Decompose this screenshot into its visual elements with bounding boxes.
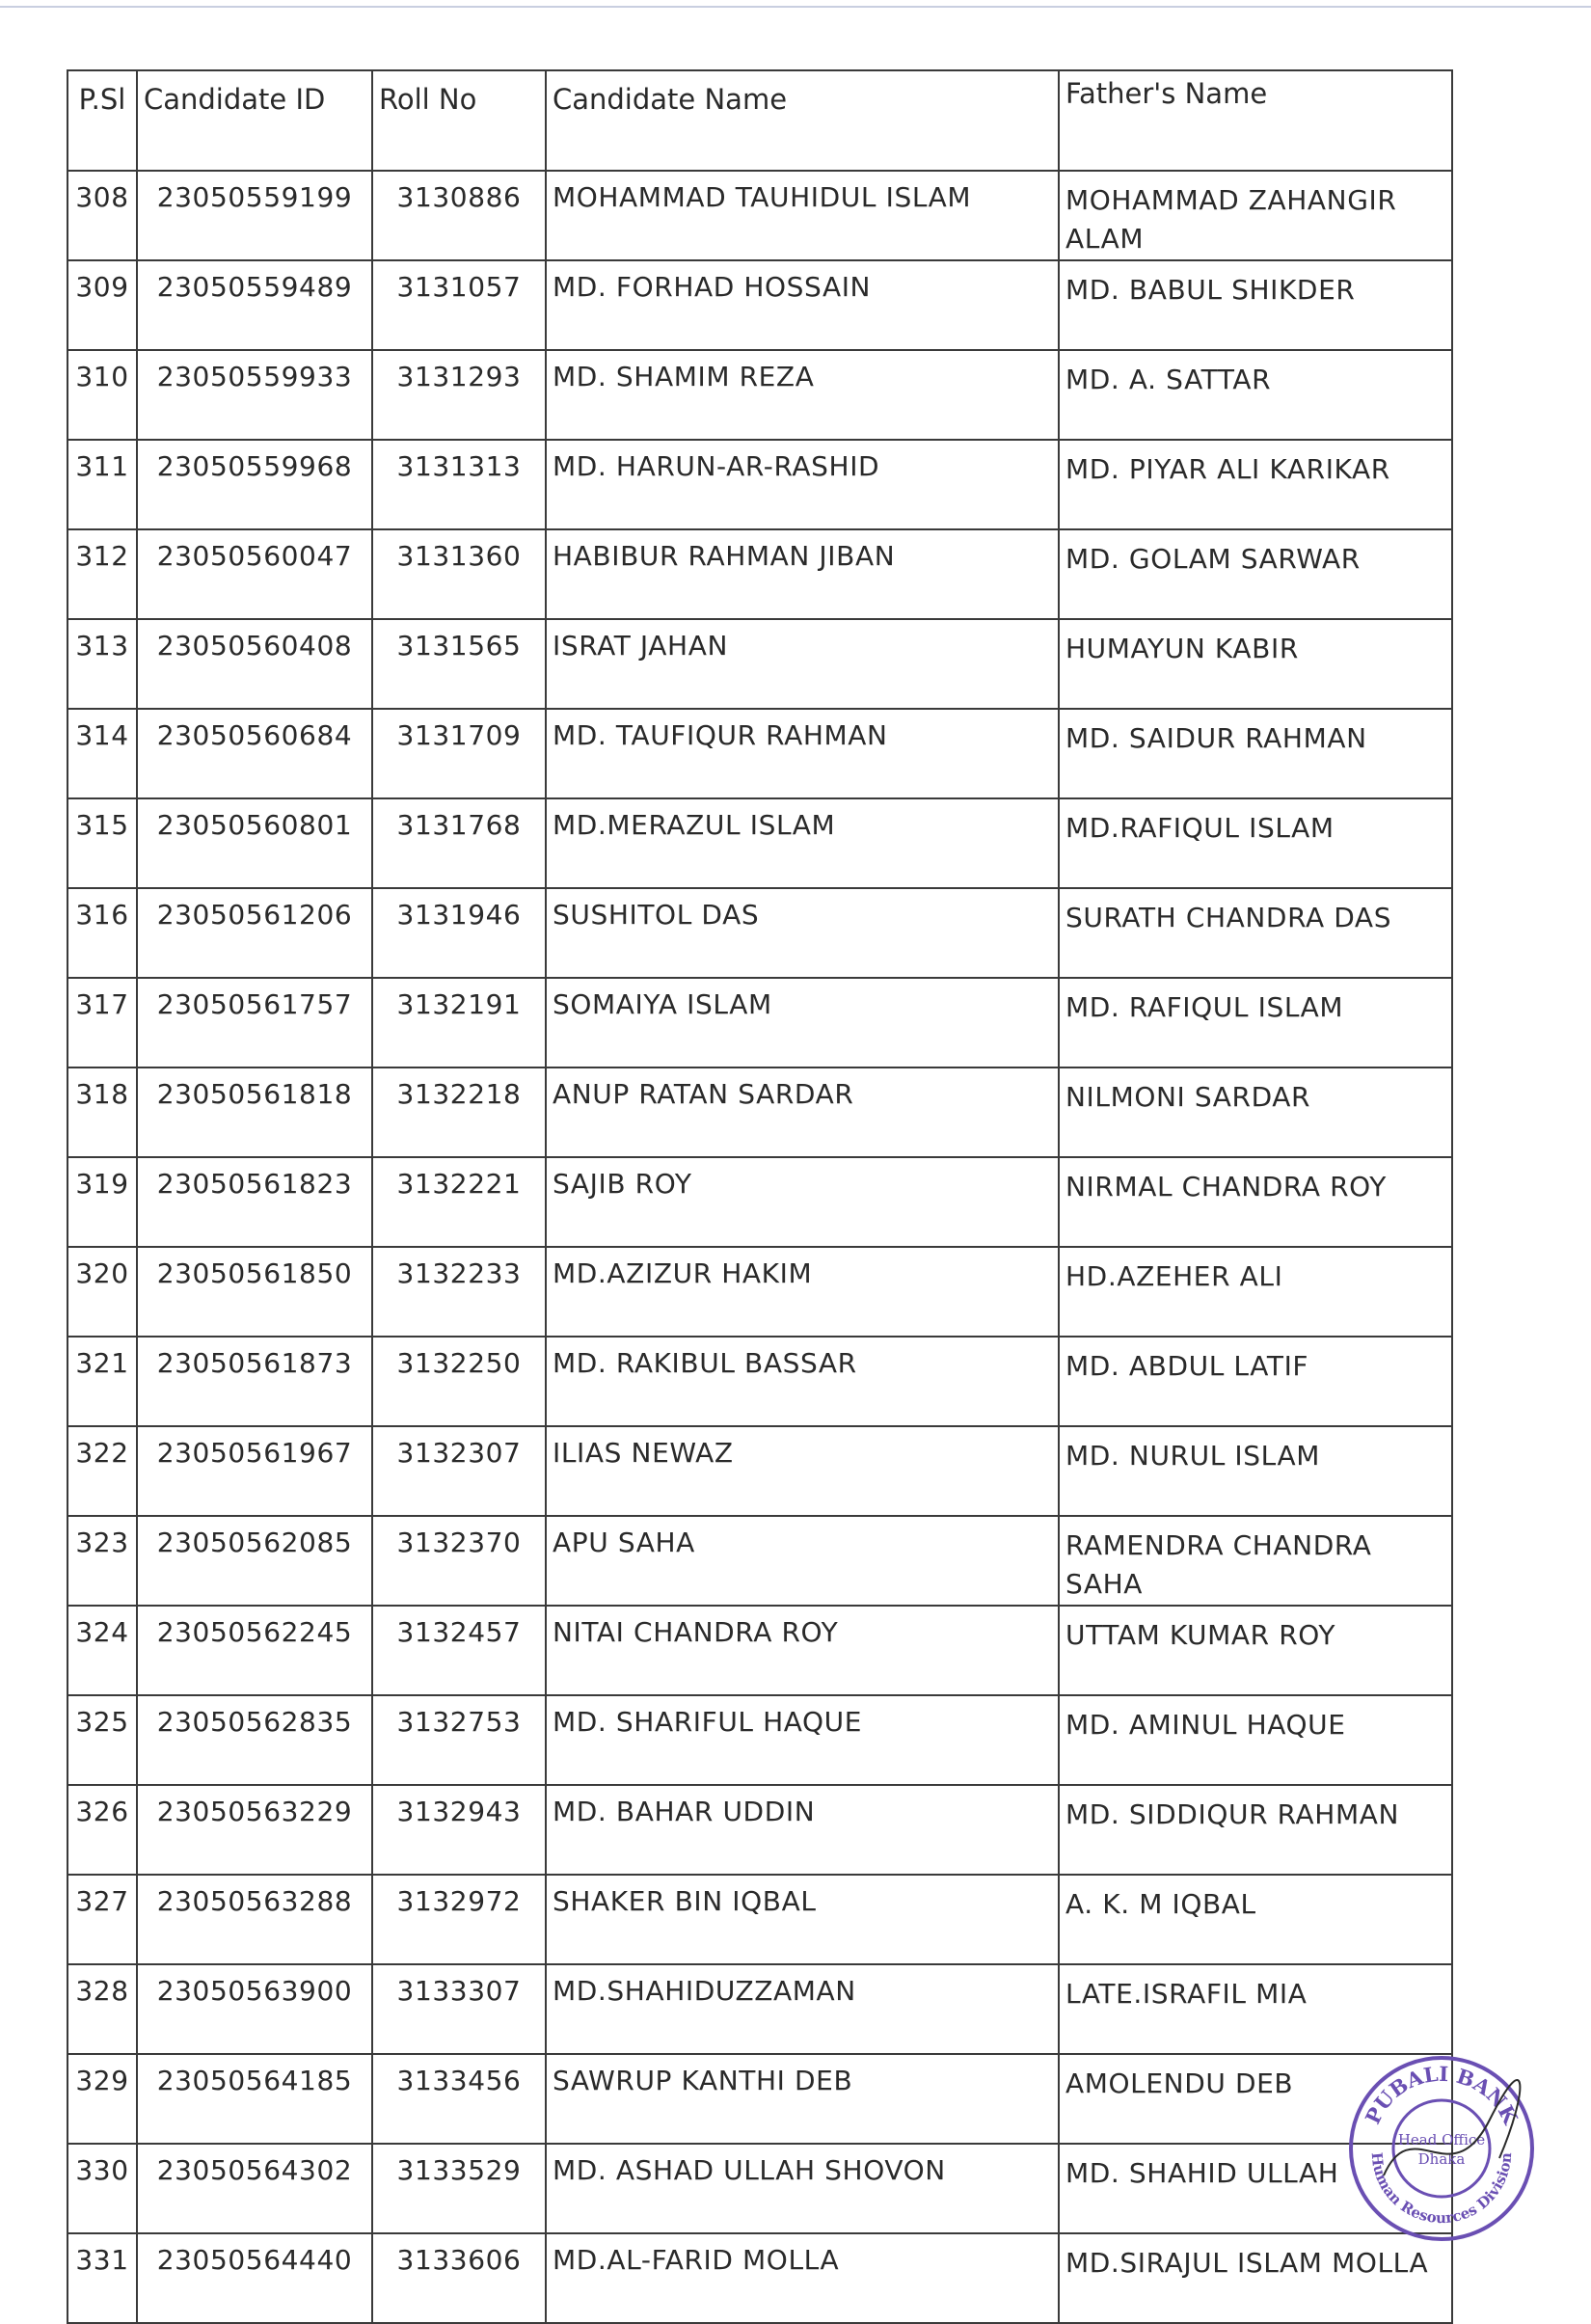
cell-fathers-name: HUMAYUN KABIR bbox=[1059, 619, 1452, 709]
candidate-table bbox=[67, 69, 1453, 2324]
cell-fathers-name: AMOLENDU DEB bbox=[1059, 2054, 1452, 2144]
cell-fathers-name: MD. ABDUL LATIF bbox=[1059, 1337, 1452, 1426]
cell-psl: 321 bbox=[67, 1337, 137, 1426]
table-row bbox=[67, 529, 1452, 619]
cell-fathers-name: NIRMAL CHANDRA ROY bbox=[1059, 1157, 1452, 1247]
cell-roll-no: 3133307 bbox=[372, 1964, 546, 2054]
header-candidate-id: Candidate ID bbox=[137, 70, 372, 171]
cell-roll-no: 3133529 bbox=[372, 2144, 546, 2233]
cell-candidate-name: MD. HARUN-AR-RASHID bbox=[546, 440, 1059, 529]
cell-fathers-name: MD. PIYAR ALI KARIKAR bbox=[1059, 440, 1452, 529]
cell-fathers-name: MD.SIRAJUL ISLAM MOLLA bbox=[1059, 2233, 1452, 2323]
cell-psl: 315 bbox=[67, 798, 137, 888]
cell-candidate-name: APU SAHA bbox=[546, 1516, 1059, 1606]
cell-psl: 308 bbox=[67, 171, 137, 260]
svg-text:PUBALI BANK bbox=[1361, 2062, 1524, 2128]
cell-psl: 326 bbox=[67, 1785, 137, 1875]
cell-psl: 319 bbox=[67, 1157, 137, 1247]
table-row bbox=[67, 1964, 1452, 2054]
seal-text-top: PUBALI BANK bbox=[1360, 2061, 1524, 2128]
cell-psl: 314 bbox=[67, 709, 137, 798]
cell-candidate-name: ANUP RATAN SARDAR bbox=[546, 1067, 1059, 1157]
cell-psl: 322 bbox=[67, 1426, 137, 1516]
cell-candidate-id: 23050559489 bbox=[137, 260, 372, 350]
cell-candidate-id: 23050563900 bbox=[137, 1964, 372, 2054]
cell-candidate-name: MD. BAHAR UDDIN bbox=[546, 1785, 1059, 1875]
cell-roll-no: 3132191 bbox=[372, 978, 546, 1067]
seal-text-bottom: Human Resources Division bbox=[1367, 2151, 1516, 2228]
cell-roll-no: 3132250 bbox=[372, 1337, 546, 1426]
cell-candidate-id: 23050561967 bbox=[137, 1426, 372, 1516]
cell-roll-no: 3132221 bbox=[372, 1157, 546, 1247]
cell-candidate-name: SOMAIYA ISLAM bbox=[546, 978, 1059, 1067]
cell-roll-no: 3131057 bbox=[372, 260, 546, 350]
cell-candidate-name: MD.SHAHIDUZZAMAN bbox=[546, 1964, 1059, 2054]
cell-psl: 309 bbox=[67, 260, 137, 350]
cell-fathers-name: MOHAMMAD ZAHANGIR ALAM bbox=[1059, 171, 1452, 260]
cell-candidate-name: SHAKER BIN IQBAL bbox=[546, 1875, 1059, 1964]
table-row bbox=[67, 1157, 1452, 1247]
table-row bbox=[67, 619, 1452, 709]
cell-roll-no: 3132307 bbox=[372, 1426, 546, 1516]
cell-candidate-id: 23050560684 bbox=[137, 709, 372, 798]
cell-candidate-name: SUSHITOL DAS bbox=[546, 888, 1059, 978]
cell-candidate-id: 23050559968 bbox=[137, 440, 372, 529]
cell-fathers-name: MD. GOLAM SARWAR bbox=[1059, 529, 1452, 619]
header-fathers-name: Father's Name bbox=[1059, 70, 1452, 171]
cell-fathers-name: LATE.ISRAFIL MIA bbox=[1059, 1964, 1452, 2054]
cell-roll-no: 3130886 bbox=[372, 171, 546, 260]
cell-fathers-name: SURATH CHANDRA DAS bbox=[1059, 888, 1452, 978]
cell-candidate-id: 23050564440 bbox=[137, 2233, 372, 2323]
cell-fathers-name: MD.RAFIQUL ISLAM bbox=[1059, 798, 1452, 888]
table-row bbox=[67, 978, 1452, 1067]
table-row bbox=[67, 1337, 1452, 1426]
cell-candidate-id: 23050563229 bbox=[137, 1785, 372, 1875]
cell-psl: 311 bbox=[67, 440, 137, 529]
cell-psl: 310 bbox=[67, 350, 137, 440]
cell-psl: 320 bbox=[67, 1247, 137, 1337]
header-psl: P.Sl bbox=[67, 70, 137, 171]
cell-psl: 327 bbox=[67, 1875, 137, 1964]
cell-roll-no: 3133456 bbox=[372, 2054, 546, 2144]
cell-psl: 328 bbox=[67, 1964, 137, 2054]
cell-roll-no: 3133606 bbox=[372, 2233, 546, 2323]
cell-candidate-id: 23050560047 bbox=[137, 529, 372, 619]
table-row bbox=[67, 709, 1452, 798]
cell-candidate-id: 23050559199 bbox=[137, 171, 372, 260]
cell-psl: 312 bbox=[67, 529, 137, 619]
cell-psl: 317 bbox=[67, 978, 137, 1067]
cell-candidate-name: ILIAS NEWAZ bbox=[546, 1426, 1059, 1516]
cell-roll-no: 3131360 bbox=[372, 529, 546, 619]
table-row bbox=[67, 1067, 1452, 1157]
table-row bbox=[67, 1695, 1452, 1785]
cell-candidate-name: MD. SHARIFUL HAQUE bbox=[546, 1695, 1059, 1785]
cell-candidate-id: 23050561818 bbox=[137, 1067, 372, 1157]
table-row bbox=[67, 350, 1452, 440]
cell-roll-no: 3132370 bbox=[372, 1516, 546, 1606]
cell-candidate-name: MD.MERAZUL ISLAM bbox=[546, 798, 1059, 888]
cell-roll-no: 3131293 bbox=[372, 350, 546, 440]
cell-candidate-id: 23050559933 bbox=[137, 350, 372, 440]
cell-psl: 324 bbox=[67, 1606, 137, 1695]
cell-fathers-name: MD. RAFIQUL ISLAM bbox=[1059, 978, 1452, 1067]
cell-roll-no: 3131313 bbox=[372, 440, 546, 529]
table-row bbox=[67, 1247, 1452, 1337]
table-row bbox=[67, 2054, 1452, 2144]
table-row bbox=[67, 1426, 1452, 1516]
cell-fathers-name: MD. SHAHID ULLAH bbox=[1059, 2144, 1452, 2233]
cell-candidate-name: MD. SHAMIM REZA bbox=[546, 350, 1059, 440]
cell-roll-no: 3131768 bbox=[372, 798, 546, 888]
cell-roll-no: 3132943 bbox=[372, 1785, 546, 1875]
cell-roll-no: 3131565 bbox=[372, 619, 546, 709]
table-row bbox=[67, 798, 1452, 888]
table-row bbox=[67, 1875, 1452, 1964]
cell-psl: 323 bbox=[67, 1516, 137, 1606]
cell-candidate-name: MD. FORHAD HOSSAIN bbox=[546, 260, 1059, 350]
cell-candidate-id: 23050562245 bbox=[137, 1606, 372, 1695]
cell-roll-no: 3132753 bbox=[372, 1695, 546, 1785]
table-row bbox=[67, 260, 1452, 350]
table-body bbox=[67, 171, 1452, 2323]
cell-psl: 313 bbox=[67, 619, 137, 709]
seal-text-center-2: Dhaka bbox=[1417, 2150, 1466, 2168]
cell-roll-no: 3132218 bbox=[372, 1067, 546, 1157]
cell-candidate-name: NITAI CHANDRA ROY bbox=[546, 1606, 1059, 1695]
table-row bbox=[67, 1516, 1452, 1606]
cell-candidate-name: MD. RAKIBUL BASSAR bbox=[546, 1337, 1059, 1426]
cell-roll-no: 3132457 bbox=[372, 1606, 546, 1695]
cell-fathers-name: UTTAM KUMAR ROY bbox=[1059, 1606, 1452, 1695]
table-row bbox=[67, 1606, 1452, 1695]
table-row bbox=[67, 171, 1452, 260]
cell-candidate-name: MD.AL-FARID MOLLA bbox=[546, 2233, 1059, 2323]
cell-candidate-id: 23050564302 bbox=[137, 2144, 372, 2233]
cell-candidate-name: MD. TAUFIQUR RAHMAN bbox=[546, 709, 1059, 798]
cell-psl: 325 bbox=[67, 1695, 137, 1785]
cell-fathers-name: MD. NURUL ISLAM bbox=[1059, 1426, 1452, 1516]
cell-fathers-name: MD. AMINUL HAQUE bbox=[1059, 1695, 1452, 1785]
cell-psl: 331 bbox=[67, 2233, 137, 2323]
cell-candidate-id: 23050562085 bbox=[137, 1516, 372, 1606]
cell-fathers-name: MD. SIDDIQUR RAHMAN bbox=[1059, 1785, 1452, 1875]
cell-fathers-name: MD. SAIDUR RAHMAN bbox=[1059, 709, 1452, 798]
cell-candidate-name: MD. ASHAD ULLAH SHOVON bbox=[546, 2144, 1059, 2233]
cell-candidate-name: MD.AZIZUR HAKIM bbox=[546, 1247, 1059, 1337]
header-candidate-name: Candidate Name bbox=[546, 70, 1059, 171]
cell-candidate-id: 23050561823 bbox=[137, 1157, 372, 1247]
table-row bbox=[67, 888, 1452, 978]
cell-fathers-name: A. K. M IQBAL bbox=[1059, 1875, 1452, 1964]
cell-roll-no: 3131946 bbox=[372, 888, 546, 978]
cell-candidate-id: 23050560801 bbox=[137, 798, 372, 888]
bank-seal-stamp bbox=[1345, 2052, 1538, 2245]
cell-candidate-name: SAJIB ROY bbox=[546, 1157, 1059, 1247]
cell-psl: 330 bbox=[67, 2144, 137, 2233]
cell-candidate-name: SAWRUP KANTHI DEB bbox=[546, 2054, 1059, 2144]
seal-text-center-1: Head Office bbox=[1397, 2131, 1486, 2148]
cell-candidate-id: 23050564185 bbox=[137, 2054, 372, 2144]
cell-roll-no: 3132233 bbox=[372, 1247, 546, 1337]
table-row bbox=[67, 440, 1452, 529]
cell-candidate-id: 23050561206 bbox=[137, 888, 372, 978]
cell-candidate-id: 23050561850 bbox=[137, 1247, 372, 1337]
cell-candidate-id: 23050563288 bbox=[137, 1875, 372, 1964]
cell-fathers-name: RAMENDRA CHANDRA SAHA bbox=[1059, 1516, 1452, 1606]
table-header-row bbox=[67, 70, 1452, 171]
header-roll-no: Roll No bbox=[372, 70, 546, 171]
cell-roll-no: 3131709 bbox=[372, 709, 546, 798]
cell-candidate-name: HABIBUR RAHMAN JIBAN bbox=[546, 529, 1059, 619]
cell-psl: 316 bbox=[67, 888, 137, 978]
top-border-line bbox=[0, 6, 1591, 8]
cell-fathers-name: MD. BABUL SHIKDER bbox=[1059, 260, 1452, 350]
cell-candidate-id: 23050561757 bbox=[137, 978, 372, 1067]
cell-fathers-name: NILMONI SARDAR bbox=[1059, 1067, 1452, 1157]
cell-candidate-id: 23050560408 bbox=[137, 619, 372, 709]
cell-psl: 318 bbox=[67, 1067, 137, 1157]
cell-candidate-id: 23050562835 bbox=[137, 1695, 372, 1785]
table-row bbox=[67, 2233, 1452, 2323]
table-row bbox=[67, 1785, 1452, 1875]
cell-fathers-name: MD. A. SATTAR bbox=[1059, 350, 1452, 440]
cell-roll-no: 3132972 bbox=[372, 1875, 546, 1964]
cell-candidate-id: 23050561873 bbox=[137, 1337, 372, 1426]
cell-fathers-name: HD.AZEHER ALI bbox=[1059, 1247, 1452, 1337]
cell-candidate-name: MOHAMMAD TAUHIDUL ISLAM bbox=[546, 171, 1059, 260]
cell-psl: 329 bbox=[67, 2054, 137, 2144]
cell-candidate-name: ISRAT JAHAN bbox=[546, 619, 1059, 709]
table-row bbox=[67, 2144, 1452, 2233]
